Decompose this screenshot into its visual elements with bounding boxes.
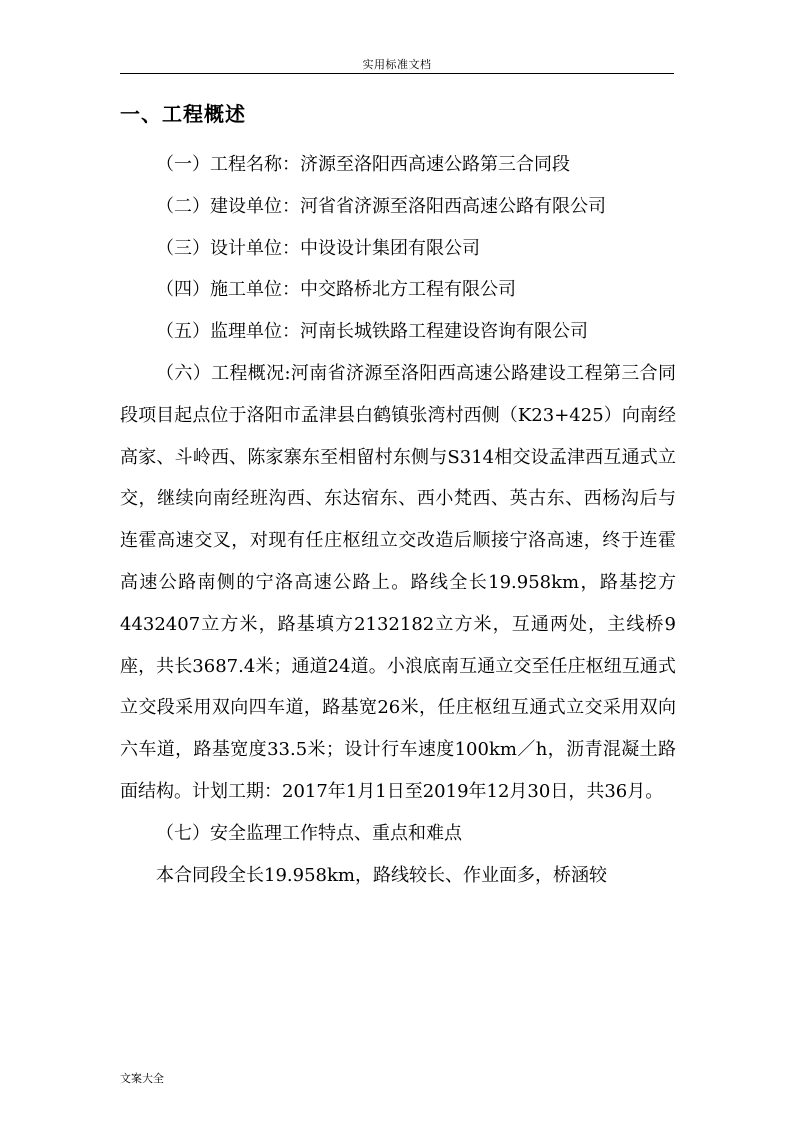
paragraph-safety-features: （七）安全监理工作特点、重点和难点 <box>156 822 462 844</box>
paragraph-project-name: （一）工程名称：济源至洛阳西高速公路第三合同段 <box>156 154 570 175</box>
paragraph-construction-unit: （二）建设单位：河省省济源至洛阳西高速公路有限公司 <box>156 195 606 217</box>
paragraph-design-unit: （三）设计单位：中设设计集团有限公司 <box>156 237 480 259</box>
paragraph-project-overview: （六）工程概况:河南省济源至洛阳西高速公路建设工程第三合同段项目起点位于洛阳市孟津县白鹤镇张湾村西侧（K23+425）向南经高家、斗岭西、陈家寨东至相留村东侧与S314相交设孟津西互通式立交，继续向南经班沟西、东达宿东、西小梵西、英古东、西杨沟后与连霍高速交叉，对现有任庄枢纽立交改造后顺接宁洛高速，终于连霍高速公路南侧的宁洛高速公路上。路线全长19.958km，路基挖方4432407立方米，路基填方2132182立方米，互通两处，主线桥9座，共长3687.4米；通道24道。小浪底南互通立交至任庄枢纽互通式立交段采用双向四车道，路基宽26米，任庄枢纽互通式立交采用双向六车道，路基宽度33.5米；设计行车速度100km／h，沥青混凝土路面结构。计划工期：2017年1月1日至2019年12月30日，共36月。 <box>120 362 676 802</box>
document-body <box>120 144 676 896</box>
section-title: 一、工程概述 <box>120 102 246 126</box>
paragraph-contractor: （四）施工单位：中交路桥北方工程有限公司 <box>156 279 516 301</box>
page-footer: 文案大全 <box>120 1072 164 1085</box>
page-header: 实用标准文档 <box>362 58 432 71</box>
paragraph-supervisor: （五）监理单位：河南长城铁路工程建设咨询有限公司 <box>156 321 588 343</box>
header-divider <box>120 73 674 74</box>
paragraph-contract-length: 本合同段全长19.958km，路线较长、作业面多，桥涵较 <box>156 864 607 886</box>
